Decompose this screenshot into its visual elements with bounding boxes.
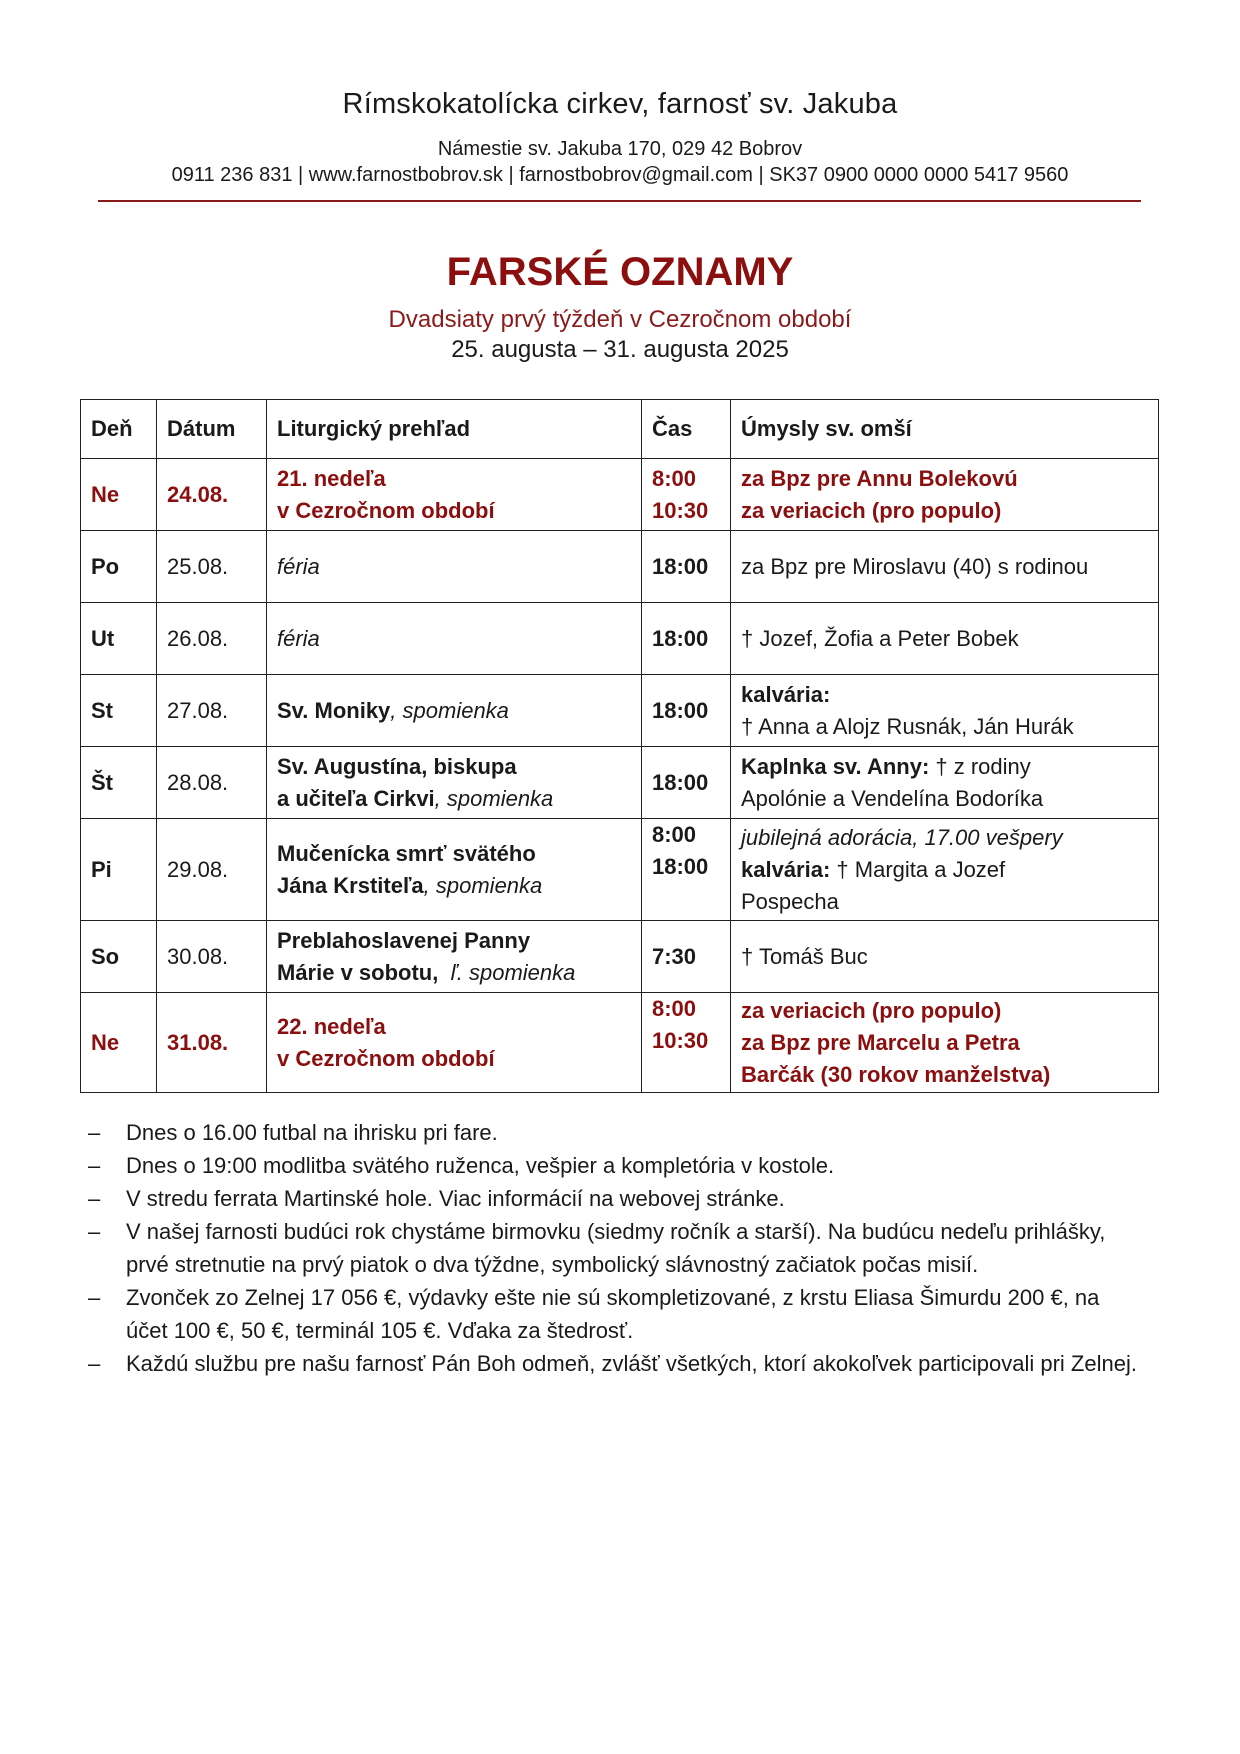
time-value: 18:00 xyxy=(652,854,709,879)
list-item xyxy=(84,1116,1144,1149)
liturgy-name: Márie v sobotu, xyxy=(277,959,439,985)
parish-name: Rímskokatolícka cirkev, farnosť sv. Jakuba xyxy=(342,88,898,120)
intention-cell xyxy=(731,993,1159,1093)
liturgy-name: Sv. Moniky xyxy=(277,697,391,723)
liturgy-line: v Cezročnom období xyxy=(277,1045,495,1071)
intention-location: kalvária: xyxy=(741,681,831,707)
intention-line: jubilejná adorácia, 17.00 vešpery xyxy=(741,824,1063,850)
dash-bullet: – xyxy=(88,1285,101,1310)
list-item xyxy=(84,1182,1144,1215)
liturgy-rank: , spomienka xyxy=(434,785,554,811)
dash-bullet: – xyxy=(88,1186,101,1211)
liturgy-name: Mučenícka smrť svätého xyxy=(277,840,536,866)
liturgy-rank: ľ. spomienka xyxy=(438,959,576,985)
time-cell xyxy=(642,993,731,1093)
intention-line: za Bpz pre Marcelu a Petra xyxy=(741,1029,1020,1055)
date-cell: 30.08. xyxy=(157,921,267,993)
intention-line: Apolónie a Vendelína Bodoríka xyxy=(741,785,1044,811)
intention-cell xyxy=(731,819,1159,921)
note-text: Dnes o 19:00 modlitba svätého ruženca, vešpier a kompletória v kostole. xyxy=(126,1153,835,1178)
parish-address: Námestie sv. Jakuba 170, 029 42 Bobrov xyxy=(437,138,803,160)
intention-line: za Bpz pre Annu Bolekovú xyxy=(741,465,1018,491)
announcement-list xyxy=(84,1116,1144,1380)
liturgy-cell xyxy=(267,921,642,993)
time-value: 10:30 xyxy=(652,497,709,523)
table-row xyxy=(81,675,1159,747)
note-text: V stredu ferrata Martinské hole. Viac informácií na webovej stránke. xyxy=(126,1186,785,1211)
time-value: 8:00 xyxy=(652,465,697,491)
list-item xyxy=(84,1281,1144,1347)
time-cell xyxy=(642,459,731,531)
day-cell: Ne xyxy=(81,459,157,531)
dash-bullet: – xyxy=(88,1219,101,1244)
liturgy-cell xyxy=(267,675,642,747)
date-cell: 28.08. xyxy=(157,747,267,819)
col-header-date: Dátum xyxy=(157,400,267,459)
time-cell: 18:00 xyxy=(642,603,731,675)
note-text: Zvonček zo Zelnej 17 056 €, výdavky ešte nie sú skompletizované, z krstu Eliasa Šimurdu 200 €, na účet 100 €, 50 €, terminál 105 €. Vďaka za štedrosť. xyxy=(126,1285,1100,1343)
liturgy-line: 21. nedeľa xyxy=(277,465,386,491)
intention-cell xyxy=(731,675,1159,747)
date-cell: 27.08. xyxy=(157,675,267,747)
table-row xyxy=(81,819,1159,921)
intention-line: † Anna a Alojz Rusnák, Ján Hurák xyxy=(741,713,1074,739)
list-item xyxy=(84,1215,1144,1281)
list-item xyxy=(84,1149,1144,1182)
liturgy-cell: féria xyxy=(267,603,642,675)
table-row xyxy=(81,459,1159,531)
date-cell: 29.08. xyxy=(157,819,267,921)
intention-line: za veriacich (pro populo) xyxy=(741,497,1002,523)
table-row xyxy=(81,921,1159,993)
col-header-time: Čas xyxy=(642,400,731,459)
table-row xyxy=(81,747,1159,819)
table-header-row xyxy=(81,400,1159,459)
day-cell: So xyxy=(81,921,157,993)
liturgy-name: Jána Krstiteľa xyxy=(277,872,424,898)
date-cell: 25.08. xyxy=(157,531,267,603)
intention-line: † z rodiny xyxy=(929,753,1031,779)
note-text: Každú službu pre našu farnosť Pán Boh odmeň, zvlášť všetkých, ktorí akokoľvek participovali pri Zelnej. xyxy=(126,1351,1137,1376)
time-value: 8:00 xyxy=(652,996,697,1021)
liturgy-rank: , spomienka xyxy=(390,697,509,723)
day-cell: St xyxy=(81,675,157,747)
table-row xyxy=(81,531,1159,603)
day-cell: Ut xyxy=(81,603,157,675)
date-cell: 24.08. xyxy=(157,459,267,531)
page-title: FARSKÉ OZNAMY xyxy=(446,250,794,294)
liturgy-name: Sv. Augustína, biskupa xyxy=(277,753,517,779)
intention-cell xyxy=(731,459,1159,531)
liturgy-line: 22. nedeľa xyxy=(277,1013,386,1039)
intention-line: za veriacich (pro populo) xyxy=(741,997,1002,1023)
liturgy-name: Preblahoslavenej Panny xyxy=(277,927,531,953)
parish-contact: 0911 236 831 | www.farnostbobrov.sk | farnostbobrov@gmail.com | SK37 0900 0000 0000 5417 9560 xyxy=(171,164,1069,186)
day-cell: Št xyxy=(81,747,157,819)
day-cell: Ne xyxy=(81,993,157,1093)
day-cell: Pi xyxy=(81,819,157,921)
intention-line: † Margita a Jozef xyxy=(830,856,1006,882)
list-item xyxy=(84,1347,1144,1380)
dash-bullet: – xyxy=(88,1120,101,1145)
dash-bullet: – xyxy=(88,1153,101,1178)
col-header-intentions: Úmysly sv. omší xyxy=(731,400,1159,459)
intention-cell: † Tomáš Buc xyxy=(731,921,1159,993)
dash-bullet: – xyxy=(88,1351,101,1376)
intention-cell: † Jozef, Žofia a Peter Bobek xyxy=(731,603,1159,675)
intention-cell: za Bpz pre Miroslavu (40) s rodinou xyxy=(731,531,1159,603)
col-header-day: Deň xyxy=(81,400,157,459)
day-cell: Po xyxy=(81,531,157,603)
liturgy-line: v Cezročnom období xyxy=(277,497,495,523)
time-cell: 7:30 xyxy=(642,921,731,993)
col-header-liturgy: Liturgický prehľad xyxy=(267,400,642,459)
time-value: 10:30 xyxy=(652,1028,709,1053)
time-cell xyxy=(642,819,731,921)
intention-cell xyxy=(731,747,1159,819)
schedule-table xyxy=(80,399,1159,1093)
time-cell: 18:00 xyxy=(642,531,731,603)
table-row xyxy=(81,993,1159,1093)
time-value: 8:00 xyxy=(652,822,697,847)
liturgy-rank: , spomienka xyxy=(423,872,543,898)
note-text: V našej farnosti budúci rok chystáme birmovku (siedmy ročník a starší). Na budúcu nedeľu prihlášky, prvé stretnutie na prvý piatok o dva týždne, symbolický slávnostný začiatok počas misií. xyxy=(126,1219,1106,1277)
intention-location: Kaplnka sv. Anny: xyxy=(741,753,930,779)
liturgy-cell xyxy=(267,747,642,819)
liturgy-name: a učiteľa Cirkvi xyxy=(277,785,435,811)
liturgy-cell xyxy=(267,459,642,531)
date-cell: 31.08. xyxy=(157,993,267,1093)
liturgy-cell xyxy=(267,819,642,921)
intention-line: Pospecha xyxy=(741,888,839,914)
intention-location: kalvária: xyxy=(741,856,831,882)
date-cell: 26.08. xyxy=(157,603,267,675)
week-subtitle: Dvadsiaty prvý týždeň v Cezročnom období xyxy=(388,306,852,333)
date-range: 25. augusta – 31. augusta 2025 xyxy=(451,336,789,363)
time-cell: 18:00 xyxy=(642,675,731,747)
intention-line: Barčák (30 rokov manželstva) xyxy=(741,1061,1051,1087)
time-cell: 18:00 xyxy=(642,747,731,819)
table-row xyxy=(81,603,1159,675)
liturgy-cell xyxy=(267,993,642,1093)
liturgy-cell: féria xyxy=(267,531,642,603)
header-divider xyxy=(98,200,1141,202)
note-text: Dnes o 16.00 futbal na ihrisku pri fare. xyxy=(126,1120,498,1145)
